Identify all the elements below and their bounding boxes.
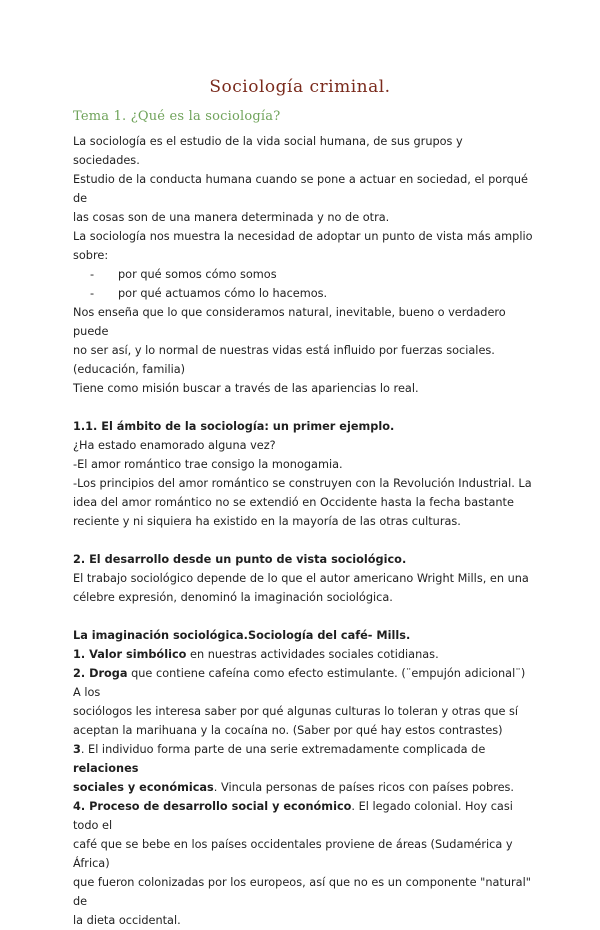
list-item-text: por qué actuamos cómo lo hacemos. xyxy=(118,287,328,300)
paragraph-line: La sociología es el estudio de la vida social humana, de sus grupos y sociedades. xyxy=(73,135,463,167)
paragraph-line: célebre expresión, denominó la imaginación sociológica. xyxy=(73,591,393,604)
paragraph-line: la dieta occidental. xyxy=(73,914,181,927)
document-body xyxy=(73,132,533,930)
paragraph-line: ¿Ha estado enamorado alguna vez? xyxy=(73,439,276,452)
paragraph-line: que fueron colonizadas por los europeos, así que no es un componente "natural" de xyxy=(73,876,531,908)
list-item xyxy=(73,265,533,284)
paragraph-line: sociólogos les interesa saber por qué algunas culturas lo toleran y otras que sí xyxy=(73,705,519,718)
paragraph-line: -Los principios del amor romántico se construyen con la Revolución Industrial. La xyxy=(73,477,532,490)
paragraph-line: reciente y ni siquiera ha existido en la mayoría de las otras culturas. xyxy=(73,515,461,528)
section-heading: 2. El desarrollo desde un punto de vista sociológico. xyxy=(73,553,407,566)
section-heading: 1.1. El ámbito de la sociología: un primer ejemplo. xyxy=(73,420,395,433)
paragraph-line: Nos enseña que lo que consideramos natural, inevitable, bueno o verdadero puede xyxy=(73,306,506,338)
list-item-text: por qué somos cómo somos xyxy=(118,268,277,281)
numbered-item: 2. Droga que contiene cafeína como efecto estimulante. (¨empujón adicional¨) A los xyxy=(73,667,526,699)
paragraph-line: -El amor romántico trae consigo la monogamia. xyxy=(73,458,343,471)
numbered-item: 4. Proceso de desarrollo social y económico. El legado colonial. Hoy casi todo el xyxy=(73,800,513,832)
paragraph-line: La sociología nos muestra la necesidad de adoptar un punto de vista más amplio xyxy=(73,230,533,243)
bullet-dash: - xyxy=(90,268,95,281)
numbered-item: 1. Valor simbólico en nuestras actividades sociales cotidianas. xyxy=(73,648,439,661)
paragraph-line: no ser así, y lo normal de nuestras vidas está influido por fuerzas sociales. xyxy=(73,344,495,357)
paragraph-line: sociales y económicas. Vincula personas de países ricos con países pobres. xyxy=(73,781,515,794)
document-title: Sociología criminal. xyxy=(209,77,391,97)
paragraph-line: Estudio de la conducta humana cuando se pone a actuar en sociedad, el porqué de xyxy=(73,173,528,205)
list-item xyxy=(73,284,533,303)
bullet-dash: - xyxy=(90,287,95,300)
paragraph-line: idea del amor romántico no se extendió en Occidente hasta la fecha bastante xyxy=(73,496,514,509)
paragraph-line: sobre: xyxy=(73,249,109,262)
paragraph-line: café que se bebe en los países occidentales proviene de áreas (Sudamérica y África) xyxy=(73,838,513,870)
paragraph-line: El trabajo sociológico depende de lo que el autor americano Wright Mills, en una xyxy=(73,572,529,585)
section-heading: La imaginación sociológica.Sociología del café- Mills. xyxy=(73,629,411,642)
section-subtitle: Tema 1. ¿Qué es la sociología? xyxy=(73,109,281,124)
paragraph-line: aceptan la marihuana y la cocaína no. (Saber por qué hay estos contrastes) xyxy=(73,724,503,737)
paragraph-line: (educación, familia) xyxy=(73,363,186,376)
numbered-item: 3. El individuo forma parte de una serie extremadamente complicada de relaciones xyxy=(73,743,486,775)
paragraph-line: Tiene como misión buscar a través de las apariencias lo real. xyxy=(73,382,419,395)
paragraph-line: las cosas son de una manera determinada y no de otra. xyxy=(73,211,390,224)
